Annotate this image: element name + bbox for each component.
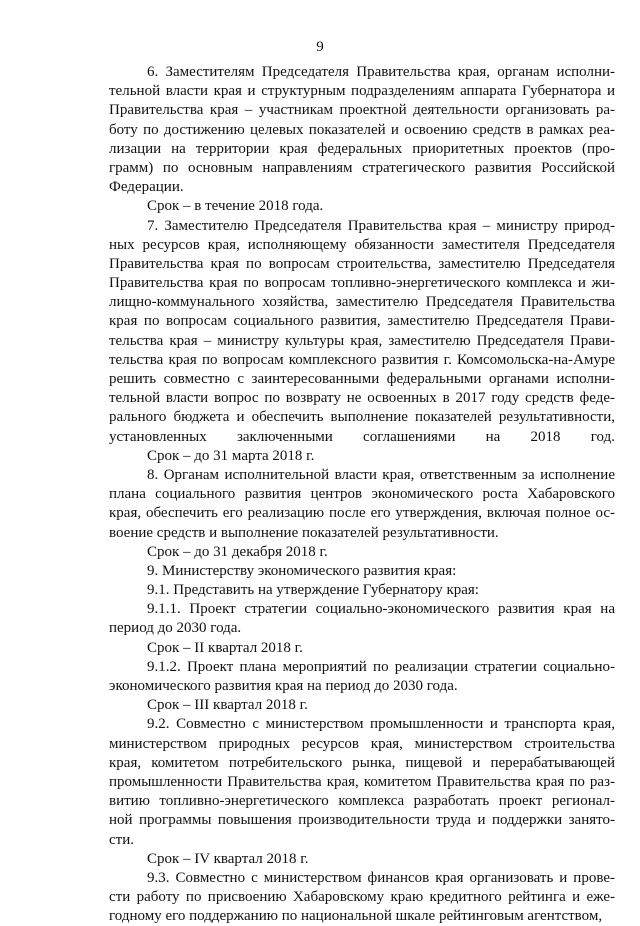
text-line: Срок – IV квартал 2018 г.: [147, 850, 309, 867]
paragraph-p8: [109, 466, 615, 543]
text-line: края по вопросам социального развития, заместителю Председателя Прави-: [109, 313, 615, 330]
paragraph-p6: [109, 63, 615, 197]
text-line: 6. Заместителям Председателя Правительства края, органам исполни-: [147, 64, 615, 80]
text-line: 9.2. Совместно с министерством промышленности и транспорта края,: [147, 716, 615, 733]
text-line: Правительства края по вопросам строительства, заместителю Председателя: [109, 255, 615, 272]
document-body: [109, 63, 615, 926]
text-line: тельства края по вопросам комплексного развития г. Комсомольска-на-Амуре: [109, 351, 615, 368]
paragraph-p911: [109, 600, 615, 638]
text-line: министерством природных ресурсов края, министерством строительства: [109, 735, 615, 752]
paragraph-p9: [109, 562, 615, 581]
text-line: экономического развития края на период до 2030 года.: [109, 678, 458, 694]
text-line: ных ресурсов края, исполняющему обязанности заместителя Председателя: [109, 236, 615, 253]
text-line: 9. Министерству экономического развития края:: [147, 562, 457, 579]
paragraph-d6: [109, 197, 615, 216]
text-line: Срок – до 31 марта 2018 г.: [147, 447, 315, 464]
paragraph-d7: [109, 447, 615, 466]
paragraph-d911: [109, 639, 615, 658]
text-line: Федерации.: [109, 179, 184, 196]
text-line: тельства края – министру культуры края, заместителю Председателя Прави-: [109, 332, 615, 349]
page-number: 9: [316, 39, 324, 55]
paragraph-d8: [109, 543, 615, 562]
paragraph-p91: [109, 581, 615, 600]
text-line: Срок – в течение 2018 года.: [147, 198, 324, 215]
text-line: тельной власти вопрос по возврату не освоенных в 2017 году средств феде-: [109, 390, 615, 407]
text-line: боту по достижению целевых показателей и освоению средств в рамках реа-: [109, 121, 615, 138]
text-line: установленных заключенными соглашениями на 2018 год.: [109, 428, 615, 445]
text-line: сти работу по присвоению Хабаровскому краю кредитного рейтинга и еже-: [109, 889, 615, 906]
text-line: 8. Органам исполнительной власти края, ответственным за исполнение: [147, 466, 615, 483]
text-line: ной программы повышения производительности труда и поддержки занято-: [109, 812, 615, 829]
text-line: период до 2030 года.: [109, 620, 242, 637]
text-line: витию топливно-энергетического комплекса разработать проект регионал-: [109, 793, 615, 810]
paragraph-p912: [109, 658, 615, 696]
text-line: края, комитетом потребительского рынка, пищевой и перерабатывающей: [109, 754, 615, 771]
text-line: 9.1.2. Проект плана мероприятий по реализации стратегии социально-: [147, 658, 615, 675]
text-line: 9.1. Представить на утверждение Губернатору края:: [147, 582, 479, 599]
text-line: 9.3. Совместно с министерством финансов края организовать и прове-: [147, 869, 615, 886]
paragraph-p93: [109, 869, 615, 926]
paragraph-d912: [109, 696, 615, 715]
text-line: годному его поддержанию по национальной шкале рейтинговым агентством,: [109, 908, 603, 925]
text-line: Срок – до 31 декабря 2018 г.: [147, 543, 328, 560]
text-line: Правительства края – участникам проектной деятельности организовать ра-: [109, 102, 615, 119]
text-line: 7. Заместителю Председателя Правительства края – министру природ-: [147, 217, 615, 234]
text-line: лищно-коммунального хозяйства, заместителю Председателя Правительства: [109, 294, 615, 311]
text-line: края, обеспечить его реализацию после его утверждения, включая полное ос-: [109, 505, 615, 522]
text-line: тельной власти края и структурным подразделениям аппарата Губернатора и: [109, 83, 615, 100]
text-line: сти.: [109, 831, 134, 848]
text-line: рального бюджета и обеспечить выполнение показателей результативности,: [109, 409, 615, 426]
paragraph-p7: [109, 217, 615, 447]
text-line: лизации на территории края федеральных приоритетных проектов (про-: [109, 140, 615, 157]
text-line: промышленности Правительства края, комитетом Правительства края по раз-: [109, 773, 615, 790]
paragraph-p92: [109, 715, 615, 849]
text-line: 9.1.1. Проект стратегии социально-экономического развития края на: [147, 601, 615, 618]
text-line: Срок – II квартал 2018 г.: [147, 639, 303, 656]
paragraph-d92: [109, 850, 615, 869]
text-line: Правительства края по вопросам топливно-энергетического комплекса и жи-: [109, 275, 615, 292]
text-line: Срок – III квартал 2018 г.: [147, 697, 308, 714]
text-line: решить совместно с заинтересованными федеральными органами исполни-: [109, 371, 615, 387]
text-line: плана социального развития центров экономического роста Хабаровского: [109, 486, 615, 503]
text-line: грамм) по основным направлениям стратегического развития Российской: [109, 159, 615, 176]
text-line: воение средств и выполнение показателей результативности.: [109, 524, 499, 541]
